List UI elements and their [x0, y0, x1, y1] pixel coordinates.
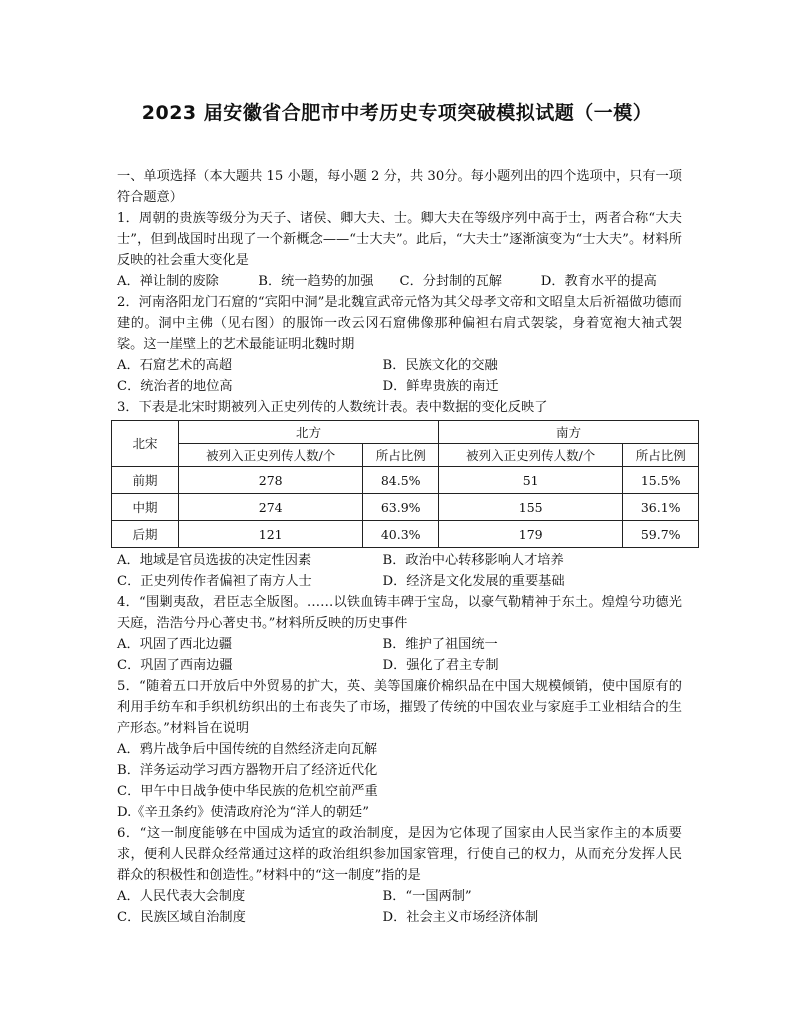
table-cell-south-ratio: 59.7% [623, 521, 699, 548]
question-6-option-d[interactable]: D．社会主义市场经济体制 [382, 910, 539, 925]
question-6-option-a[interactable]: A．人民代表大会制度 [117, 889, 246, 904]
question-4-option-b[interactable]: B．维护了祖国统一 [382, 637, 498, 652]
question-1-option-b[interactable]: B．统一趋势的加强 [258, 274, 374, 289]
question-3-options [117, 550, 682, 592]
table-cell-south-ratio: 36.1% [623, 494, 699, 521]
table-cell-period: 前期 [112, 467, 179, 494]
question-5-option-a[interactable]: A．鸦片战争后中国传统的自然经济走向瓦解 [117, 742, 378, 757]
exam-content [117, 166, 686, 928]
table-cell-period: 后期 [112, 521, 179, 548]
table-cell-north-count: 121 [179, 521, 363, 548]
page-title: 2023 届安徽省合肥市中考历史专项突破模拟试题（一模） [141, 102, 653, 124]
question-3-option-b[interactable]: B．政治中心转移影响人才培养 [382, 553, 564, 568]
question-1-options [117, 271, 682, 292]
question-5-option-d[interactable]: D.《辛丑条约》使清政府沦为“洋人的朝廷” [117, 805, 369, 820]
table-row [112, 494, 699, 521]
question-3-option-c[interactable]: C．正史列传作者偏袒了南方人士 [117, 574, 312, 589]
question-6-option-b[interactable]: B．“一国两制” [382, 889, 472, 904]
question-6-stem: 6．“这一制度能够在中国成为适宜的政治制度，是因为它体现了国家由人民当家作主的本质要求，便利人民群众经常通过这样的政治组织参加国家管理，行使自己的权力，从而充分发挥人民群众的积极性和创造性。”材料中的“这一制度”指的是 [117, 826, 682, 883]
question-2-option-d[interactable]: D．鲜卑贵族的南迁 [382, 379, 499, 394]
table-cell-north-ratio: 40.3% [363, 521, 439, 548]
table-subheader-north-ratio: 所占比例 [363, 444, 439, 467]
question-5-options [117, 739, 682, 823]
question-4-options [117, 634, 682, 676]
question-1-option-c[interactable]: C．分封制的瓦解 [399, 274, 502, 289]
table-cell-south-count: 51 [438, 467, 622, 494]
question-5-option-b[interactable]: B．洋务运动学习西方器物开启了经济近代化 [117, 763, 378, 778]
question-2-option-a[interactable]: A．石窟艺术的高超 [117, 358, 233, 373]
question-3-table [111, 420, 699, 548]
question-2-options [117, 355, 682, 397]
table-cell-period: 中期 [112, 494, 179, 521]
table-cell-north-ratio: 63.9% [363, 494, 439, 521]
table-corner-cell: 北宋 [112, 421, 179, 467]
table-header-north: 北方 [179, 421, 439, 444]
table-subheader-north-count: 被列入正史列传人数/个 [179, 444, 363, 467]
section-intro: 一、单项选择（本大题共 15 小题，每小题 2 分，共 30分。每小题列出的四个选项中，只有一项符合题意） [117, 169, 682, 205]
question-1-option-a[interactable]: A．禅让制的废除 [117, 274, 219, 289]
table-cell-south-ratio: 15.5% [623, 467, 699, 494]
table-cell-north-ratio: 84.5% [363, 467, 439, 494]
table-cell-south-count: 179 [438, 521, 622, 548]
table-header-south: 南方 [438, 421, 698, 444]
question-3-stem: 3．下表是北宋时期被列入正史列传的人数统计表。表中数据的变化反映了 [117, 400, 548, 415]
question-1-option-d[interactable]: D．教育水平的提高 [540, 274, 657, 289]
question-4-option-c[interactable]: C．巩固了西南边疆 [117, 658, 233, 673]
question-4-stem: 4．“围剿夷敌，君臣志全版图。……以铁血铸丰碑于宝岛，以豪气勒精神于东土。煌煌兮功德光天庭，浩浩兮丹心著史书。”材料所反映的历史事件 [117, 595, 682, 631]
question-2-option-b[interactable]: B．民族文化的交融 [382, 358, 498, 373]
question-6-option-c[interactable]: C．民族区域自治制度 [117, 910, 246, 925]
table-cell-south-count: 155 [438, 494, 622, 521]
table-cell-north-count: 278 [179, 467, 363, 494]
question-5-option-c[interactable]: C．甲午中日战争使中华民族的危机空前严重 [117, 784, 378, 799]
question-5-stem: 5．“随着五口开放后中外贸易的扩大，英、美等国廉价棉织品在中国大规模倾销，使中国原有的利用手纺车和手织机纺织出的土布丧失了市场，摧毁了传统的中国农业与家庭手工业相结合的生产形态。”材料旨在说明 [117, 679, 682, 736]
question-3-option-a[interactable]: A．地域是官员选拔的决定性因素 [117, 553, 312, 568]
question-4-option-d[interactable]: D．强化了君主专制 [382, 658, 499, 673]
table-subheader-south-count: 被列入正史列传人数/个 [438, 444, 622, 467]
table-cell-north-count: 274 [179, 494, 363, 521]
question-2-option-c[interactable]: C．统治者的地位高 [117, 379, 233, 394]
question-3-option-d[interactable]: D．经济是文化发展的重要基础 [382, 574, 565, 589]
table-subheader-south-ratio: 所占比例 [623, 444, 699, 467]
table-row [112, 521, 699, 548]
question-1-stem: 1．周朝的贵族等级分为天子、诸侯、卿大夫、士。卿大夫在等级序列中高于士，两者合称“大夫士”，但到战国时出现了一个新概念——“士大夫”。此后，“大夫士”逐渐演变为“士大夫”。材料所反映的社会重大变化是 [117, 211, 682, 268]
question-6-options [117, 886, 682, 928]
question-2-stem: 2．河南洛阳龙门石窟的“宾阳中洞”是北魏宣武帝元恪为其父母孝文帝和文昭皇太后祈福做功德而建的。洞中主佛（见右图）的服饰一改云冈石窟佛像那种偏袒右肩式袈裟，身着宽袍大袖式袈裟。这一崖壁上的艺术最能证明北魏时期 [117, 295, 682, 352]
question-4-option-a[interactable]: A．巩固了西北边疆 [117, 637, 233, 652]
table-row [112, 467, 699, 494]
